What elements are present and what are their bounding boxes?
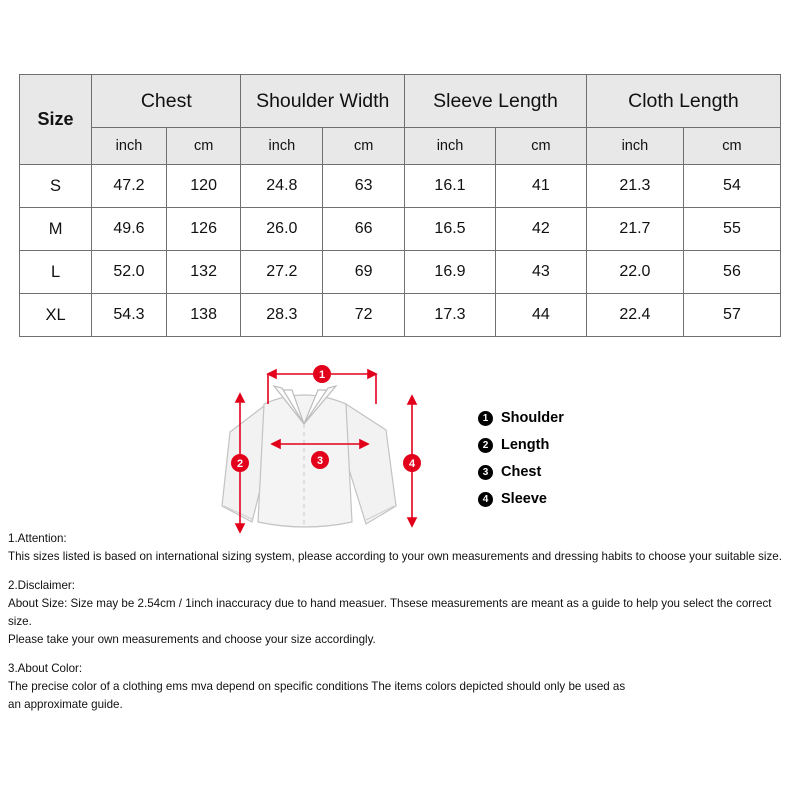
- cell-sleeve-inch: 16.5: [405, 208, 496, 251]
- header-size: Size: [20, 75, 92, 165]
- legend-label-chest: Chest: [501, 464, 542, 480]
- badge-one-icon: 1: [478, 411, 493, 426]
- note-color-body-1: The precise color of a clothing ems mva depend on specific conditions The items colors depicted should only be used as: [8, 679, 626, 693]
- size-chart-table: [19, 74, 781, 337]
- cell-chest-cm: 126: [166, 208, 241, 251]
- marker-shoulder: [313, 365, 331, 383]
- unit-sleeve-cm: cm: [495, 128, 586, 165]
- svg-text:4: 4: [408, 458, 416, 470]
- note-disclaimer-body-2: Please take your own measurements and choose your size accordingly.: [8, 632, 376, 646]
- cell-chest-inch: 49.6: [92, 208, 167, 251]
- legend-label-sleeve: Sleeve: [501, 491, 547, 507]
- table-row: [20, 294, 781, 337]
- cell-sleeve-inch: 16.1: [405, 165, 496, 208]
- unit-cloth-cm: cm: [683, 128, 780, 165]
- cell-chest-inch: 52.0: [92, 251, 167, 294]
- cell-size: L: [20, 251, 92, 294]
- cell-sleeve-cm: 44: [495, 294, 586, 337]
- cell-chest-inch: 54.3: [92, 294, 167, 337]
- cell-chest-cm: 120: [166, 165, 241, 208]
- unit-shoulder-cm: cm: [323, 128, 405, 165]
- cell-sleeve-cm: 43: [495, 251, 586, 294]
- note-color-body-2: an approximate guide.: [8, 697, 123, 711]
- svg-text:1: 1: [318, 369, 326, 381]
- svg-text:3: 3: [316, 455, 324, 467]
- unit-cloth-inch: inch: [586, 128, 683, 165]
- marker-chest: [311, 451, 329, 469]
- cell-sleeve-cm: 41: [495, 165, 586, 208]
- cell-cloth-cm: 54: [683, 165, 780, 208]
- note-attention-title: 1.Attention:: [8, 532, 67, 545]
- cell-cloth-cm: 55: [683, 208, 780, 251]
- table-row: [20, 208, 781, 251]
- legend-label-shoulder: Shoulder: [501, 410, 564, 426]
- cell-chest-inch: 47.2: [92, 165, 167, 208]
- badge-two-icon: 2: [478, 438, 493, 453]
- cell-chest-cm: 138: [166, 294, 241, 337]
- note-disclaimer: [8, 577, 788, 649]
- cell-shoulder-cm: 66: [323, 208, 405, 251]
- marker-sleeve: [403, 454, 421, 472]
- legend-item-chest: [478, 464, 658, 480]
- cell-shoulder-cm: 69: [323, 251, 405, 294]
- unit-shoulder-inch: inch: [241, 128, 323, 165]
- unit-sleeve-inch: inch: [405, 128, 496, 165]
- cell-sleeve-cm: 42: [495, 208, 586, 251]
- cell-cloth-cm: 57: [683, 294, 780, 337]
- cell-size: M: [20, 208, 92, 251]
- table-row: [20, 251, 781, 294]
- legend-label-length: Length: [501, 437, 550, 453]
- cell-cloth-inch: 22.0: [586, 251, 683, 294]
- legend-item-sleeve: [478, 491, 658, 507]
- cell-cloth-cm: 56: [683, 251, 780, 294]
- header-chest: Chest: [92, 75, 241, 128]
- svg-text:2: 2: [236, 458, 244, 470]
- unit-chest-cm: cm: [166, 128, 241, 165]
- legend-item-shoulder: [478, 410, 658, 426]
- header-cloth-length: Cloth Length: [586, 75, 780, 128]
- size-chart-table-container: [19, 74, 781, 337]
- legend-item-length: [478, 437, 658, 453]
- cell-chest-cm: 132: [166, 251, 241, 294]
- note-disclaimer-body-1: About Size: Size may be 2.54cm / 1inch inaccuracy due to hand measuer. Thsese measurements are meant as a guide to help you select the correct size.: [8, 596, 772, 628]
- cell-shoulder-inch: 24.8: [241, 165, 323, 208]
- badge-four-icon: 4: [478, 492, 493, 507]
- notes-section: [8, 530, 788, 716]
- cell-sleeve-inch: 17.3: [405, 294, 496, 337]
- diagram-legend: [478, 410, 658, 518]
- note-color-title: 3.About Color:: [8, 661, 83, 675]
- cell-cloth-inch: 21.3: [586, 165, 683, 208]
- cell-shoulder-inch: 26.0: [241, 208, 323, 251]
- cell-shoulder-cm: 72: [323, 294, 405, 337]
- cell-sleeve-inch: 16.9: [405, 251, 496, 294]
- marker-length: [231, 454, 249, 472]
- cell-cloth-inch: 21.7: [586, 208, 683, 251]
- cell-shoulder-cm: 63: [323, 165, 405, 208]
- note-color: [8, 660, 788, 714]
- header-shoulder-width: Shoulder Width: [241, 75, 405, 128]
- unit-chest-inch: inch: [92, 128, 167, 165]
- table-header-row-main: [20, 75, 781, 128]
- cell-size: S: [20, 165, 92, 208]
- table-header-row-units: [20, 128, 781, 165]
- shirt-illustration: [222, 386, 396, 527]
- cell-size: XL: [20, 294, 92, 337]
- cell-shoulder-inch: 28.3: [241, 294, 323, 337]
- cell-cloth-inch: 22.4: [586, 294, 683, 337]
- badge-three-icon: 3: [478, 465, 493, 480]
- header-sleeve-length: Sleeve Length: [405, 75, 587, 128]
- note-attention-body: This sizes listed is based on international sizing system, please according to your own measurements and dressing habits to choose your suitable size.: [8, 549, 782, 563]
- table-row: [20, 165, 781, 208]
- note-attention: [8, 530, 788, 566]
- cell-shoulder-inch: 27.2: [241, 251, 323, 294]
- note-disclaimer-title: 2.Disclaimer:: [8, 578, 75, 592]
